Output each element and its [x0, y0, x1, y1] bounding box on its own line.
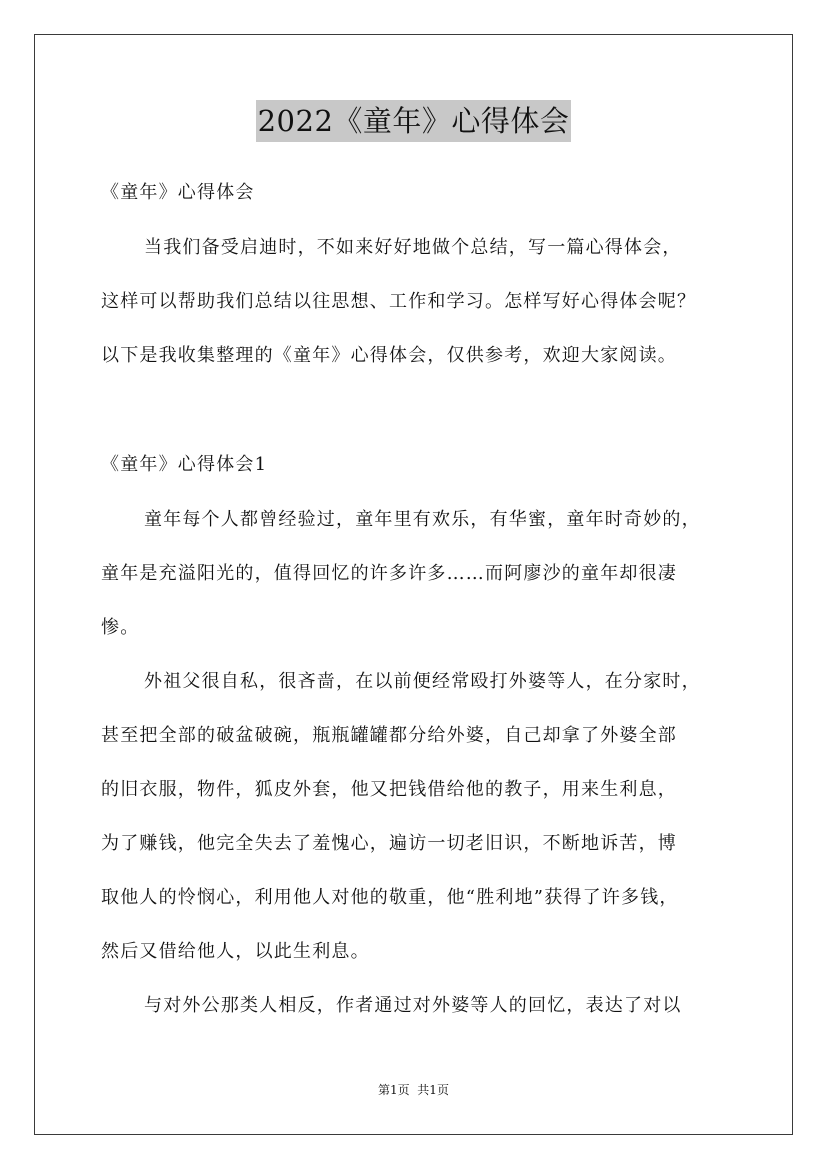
paragraph1-line-2: 童年是充溢阳光的，值得回忆的许多许多……而阿廖沙的童年却很凄	[101, 563, 677, 584]
paragraph1-line-3: 惨。	[101, 617, 140, 638]
paragraph1-line-1: 童年每个人都曾经验过，童年里有欢乐，有华蜜，童年时奇妙的，	[144, 509, 701, 530]
paragraph2-line-5: 取他人的怜悯心，利用他人对他的敬重，他“胜利地”获得了许多钱，	[101, 887, 679, 908]
document-title-text: 2022《童年》心得体会	[256, 100, 572, 142]
paragraph3-line-1: 与对外公那类人相反，作者通过对外婆等人的回忆，表达了对以	[144, 995, 682, 1016]
document-title	[0, 100, 827, 142]
paragraph2-line-6: 然后又借给他人，以此生利息。	[101, 941, 370, 962]
paragraph2-line-3: 的旧衣服，物件，狐皮外套，他又把钱借给他的教子，用来生利息，	[101, 779, 677, 800]
intro-line-2: 这样可以帮助我们总结以往思想、工作和学习。怎样写好心得体会呢？	[101, 291, 697, 312]
paragraph2-line-2: 甚至把全部的破盆破碗，瓶瓶罐罐都分给外婆，自己却拿了外婆全部	[101, 725, 677, 746]
section-heading: 《童年》心得体会1	[101, 454, 268, 475]
paragraph2-line-4: 为了赚钱，他完全失去了羞愧心，遍访一切老旧识，不断地诉苦，博	[101, 833, 677, 854]
intro-line-3: 以下是我收集整理的《童年》心得体会，仅供参考，欢迎大家阅读。	[101, 345, 677, 366]
intro-line-1: 当我们备受启迪时，不如来好好地做个总结，写一篇心得体会，	[144, 237, 682, 258]
paragraph2-line-1: 外祖父很自私，很吝啬，在以前便经常殴打外婆等人，在分家时，	[144, 671, 701, 692]
page-footer: 第1页 共1页	[378, 1083, 449, 1097]
subtitle: 《童年》心得体会	[101, 182, 255, 203]
